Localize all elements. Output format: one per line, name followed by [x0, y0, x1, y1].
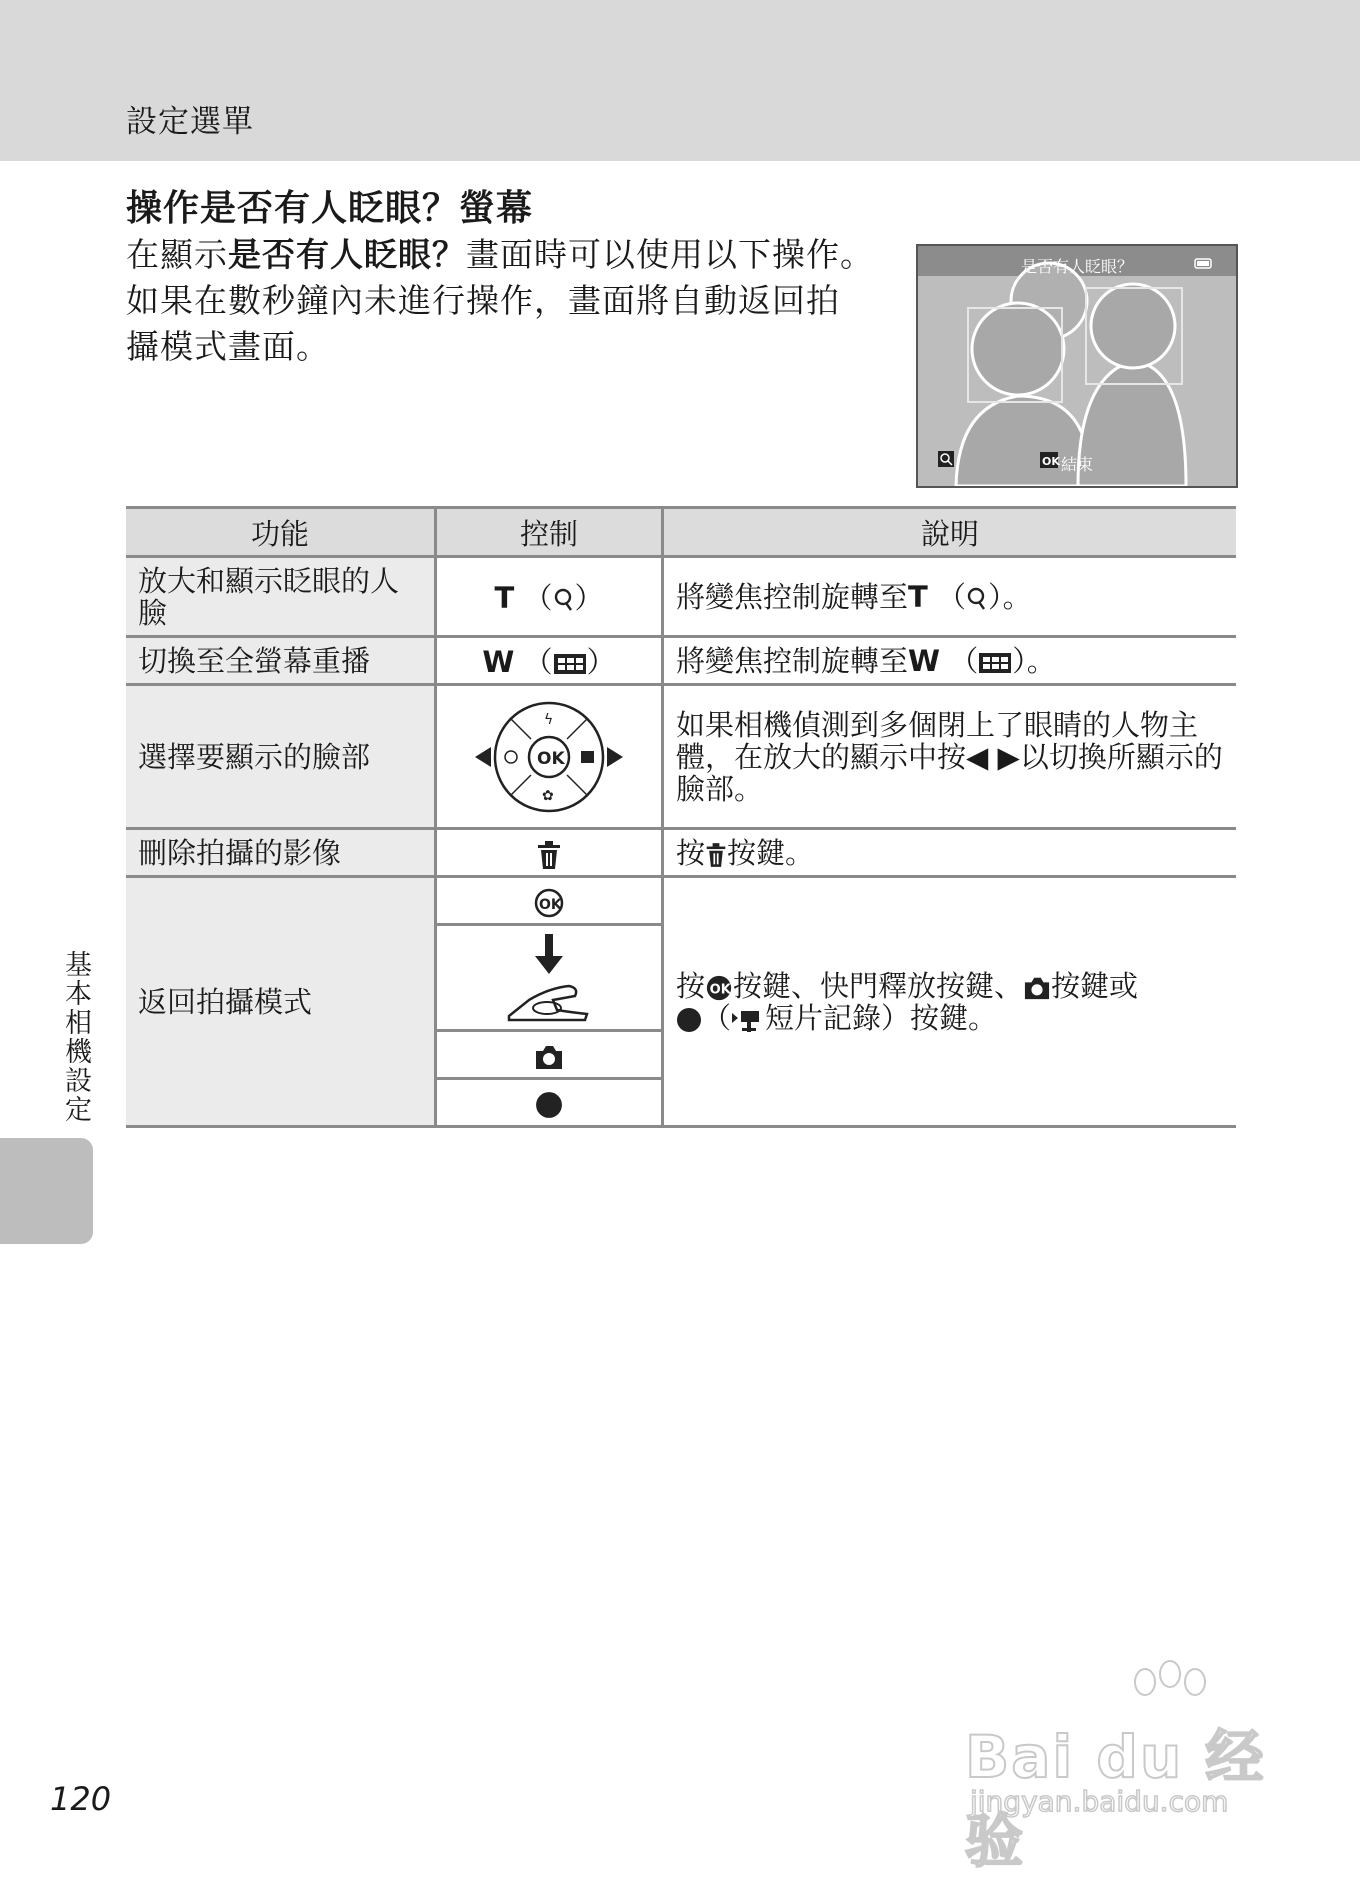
- table-row: [126, 877, 1236, 925]
- svg-text:OK: OK: [709, 982, 731, 998]
- row-control: [436, 637, 663, 685]
- svg-text:OK: OK: [539, 896, 562, 913]
- row-description: [663, 829, 1237, 877]
- desc-prefix: 將變焦控制旋轉至: [676, 643, 909, 678]
- trash-icon: [705, 842, 727, 868]
- table-header-row: [126, 508, 1236, 557]
- magnify-icon: （ ）: [523, 581, 604, 615]
- desc-letter: T: [908, 579, 928, 614]
- desc-c: 按鍵或: [1051, 968, 1139, 1003]
- svg-text:✿: ✿: [542, 787, 554, 804]
- row-function: 選擇要顯示的臉部: [126, 685, 436, 829]
- row-description: [663, 637, 1237, 685]
- section-title: 操作是否有人眨眼？螢幕: [126, 188, 534, 229]
- row-control-ok: [436, 877, 663, 925]
- baidu-watermark: [965, 1660, 1285, 1875]
- header-title: 設定選單: [126, 104, 254, 140]
- shutter-press-icon: [499, 930, 599, 1026]
- ok-button-icon: [705, 974, 733, 1002]
- zoom-t-letter: T: [494, 581, 515, 615]
- row-control-shutter: [436, 925, 663, 1031]
- camera-icon: [534, 1043, 564, 1071]
- page-number: 120: [50, 1780, 112, 1818]
- operations-table: [126, 506, 1236, 1128]
- row-control: [436, 557, 663, 637]
- desc-prefix: 按: [676, 835, 706, 870]
- desc-prefix: 將變焦控制旋轉至: [676, 579, 909, 614]
- intro-prefix: 在顯示: [126, 235, 228, 274]
- watermark-main: Bai du 经验: [965, 1723, 1266, 1875]
- desc-d: （: [702, 1000, 732, 1035]
- desc-suffix: 按鍵。: [727, 835, 815, 870]
- row-function: 放大和顯示眨眼的人臉: [126, 557, 436, 637]
- side-tab-marker: [0, 1138, 93, 1244]
- record-dot-icon: [535, 1091, 563, 1119]
- row-function: 返回拍攝模式: [126, 877, 436, 1127]
- movie-icon: [731, 1007, 765, 1033]
- screen-title: 是否有人眨眼？: [1020, 257, 1133, 276]
- table-row: [126, 637, 1236, 685]
- row-control: [436, 829, 663, 877]
- thumbnail-icon: （ ）: [523, 645, 616, 679]
- svg-text:ϟ: ϟ: [544, 711, 554, 728]
- desc-suffix: 。: [1026, 643, 1056, 678]
- header-control: 控制: [436, 508, 663, 557]
- intro-bold: 是否有人眨眼？: [228, 235, 466, 274]
- desc-e: 短片記錄）按鍵。: [765, 1000, 998, 1035]
- intro-line3: 攝模式畫面。: [126, 327, 330, 366]
- row-function: 切換至全螢幕重播: [126, 637, 436, 685]
- screen-ok-label: [1041, 452, 1093, 475]
- table-row: [126, 557, 1236, 637]
- camera-icon: [1023, 975, 1051, 1001]
- row-description: [663, 557, 1237, 637]
- intro-text: [126, 232, 886, 370]
- row-control-camera: [436, 1031, 663, 1079]
- magnify-icon: （ ）: [937, 579, 1003, 614]
- svg-text:OK: OK: [1042, 455, 1060, 468]
- row-function: 刪除拍攝的影像: [126, 829, 436, 877]
- header-description: 說明: [663, 508, 1237, 557]
- intro-rest: 畫面時可以使用以下操作。: [466, 235, 874, 274]
- camera-screen-illustration: [916, 244, 1238, 488]
- thumbnail-icon: （ ）: [949, 643, 1027, 678]
- side-section-label: 基本相機設定: [60, 950, 91, 1124]
- camera-screen-graphic: [918, 246, 1236, 486]
- row-control-record: [436, 1079, 663, 1127]
- header-function: 功能: [126, 508, 436, 557]
- table-row: [126, 685, 1236, 829]
- row-control: [436, 685, 663, 829]
- row-description: [663, 877, 1237, 1127]
- table-row: [126, 829, 1236, 877]
- screen-ok-text: 結束: [1061, 455, 1094, 474]
- row-description: 如果相機偵測到多個閉上了眼睛的人物主體，在放大的顯示中按◀ ▶以切換所顯示的臉部。: [663, 685, 1237, 829]
- zoom-w-letter: W: [482, 645, 515, 679]
- desc-a: 按: [676, 968, 706, 1003]
- desc-b: 按鍵、快門釋放按鍵、: [733, 968, 1024, 1003]
- trash-icon: [536, 840, 562, 870]
- multi-selector-icon: [469, 692, 629, 822]
- watermark-sub: jingyan.baidu.com: [970, 1785, 1229, 1818]
- svg-text:OK: OK: [537, 748, 565, 769]
- intro-line2: 如果在數秒鐘內未進行操作，畫面將自動返回拍: [126, 281, 840, 320]
- desc-letter: W: [908, 643, 941, 678]
- record-dot-icon: [676, 1007, 702, 1033]
- ok-button-icon: [534, 888, 564, 918]
- desc-suffix: 。: [1002, 579, 1032, 614]
